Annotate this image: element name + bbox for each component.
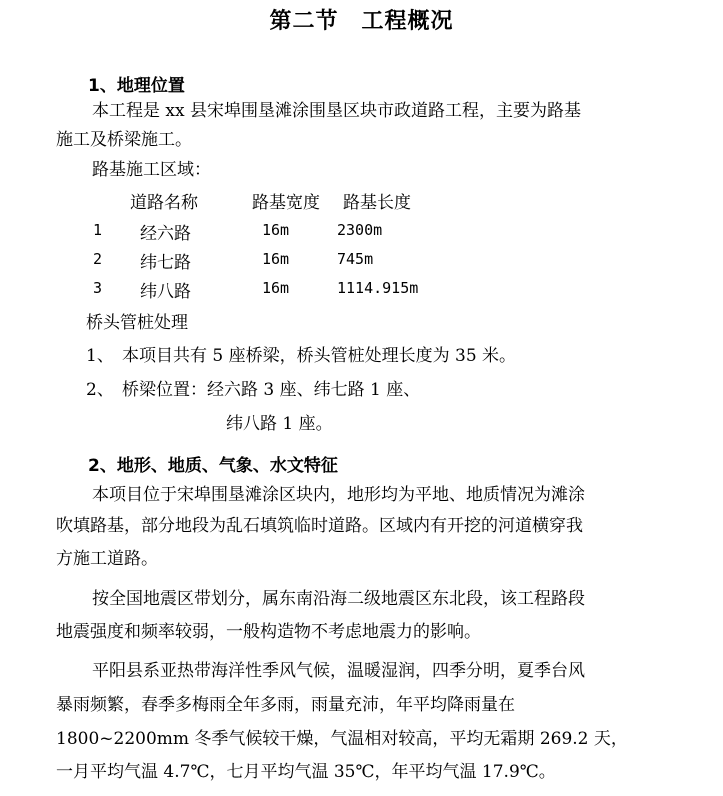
table-row-name: 纬七路 [140, 253, 191, 273]
page-title: 第二节 工程概况 [269, 9, 454, 34]
table-row-name: 经六路 [140, 224, 191, 244]
table-row-no: 1 [93, 221, 103, 239]
section2-p1-line: 方施工道路。 [56, 549, 158, 569]
pile-heading: 桥头管桩处理 [86, 313, 188, 333]
table-row-width: 16m [262, 279, 290, 297]
item-number: 1、 [86, 346, 114, 366]
table-row-length: 745m [337, 250, 374, 268]
section2-heading: 2、地形、地质、气象、水文特征 [88, 456, 338, 476]
table-row-no: 3 [93, 279, 103, 297]
section1-para-line1: 本工程是 xx 县宋埠围垦滩涂围垦区块市政道路工程，主要为路基 [92, 101, 581, 121]
section2-p2-line: 地震强度和频率较弱，一般构造物不考虑地震力的影响。 [56, 622, 481, 642]
item-text: 桥梁位置：经六路 3 座、纬七路 1 座、 [122, 380, 421, 400]
section2-p1-line: 吹填路基，部分地段为乱石填筑临时道路。区域内有开挖的河道横穿我 [56, 516, 583, 536]
item-text: 本项目共有 5 座桥梁，桥头管桩处理长度为 35 米。 [122, 346, 517, 366]
section2-p1-line: 本项目位于宋埠围垦滩涂区块内，地形均为平地、地质情况为滩涂 [92, 485, 585, 505]
section1-para-line2: 施工及桥梁施工。 [56, 130, 192, 150]
section2-p3-line: 1800~2200mm 冬季气候较干燥，气温相对较高，平均无霜期 269.2 天， [56, 729, 628, 749]
table-row-width: 16m [262, 221, 290, 239]
table-row-no: 2 [93, 250, 103, 268]
table-row-length: 2300m [337, 221, 383, 239]
table-header-width: 路基宽度 [252, 193, 320, 213]
table-row-length: 1114.915m [337, 279, 419, 297]
section2-p3-line: 一月平均气温 4.7℃，七月平均气温 35℃，年平均气温 17.9℃。 [56, 762, 556, 782]
section1-heading: 1、地理位置 [88, 76, 185, 96]
item-number: 2、 [86, 380, 114, 400]
table-row-name: 纬八路 [140, 282, 191, 302]
table-header-name: 道路名称 [130, 193, 198, 213]
section2-p2-line: 按全国地震区带划分，属东南沿海二级地震区东北段，该工程路段 [92, 589, 585, 609]
section2-p3-line: 暴雨频繁，春季多梅雨全年多雨，雨量充沛，年平均降雨量在 [56, 695, 515, 715]
table-row-width: 16m [262, 250, 290, 268]
section2-p3-line: 平阳县系亚热带海洋性季风气候，温暖湿润，四季分明，夏季台风 [92, 661, 585, 681]
area-label: 路基施工区域： [92, 160, 211, 180]
table-header-length: 路基长度 [343, 193, 411, 213]
item-text-continued: 纬八路 1 座。 [226, 414, 333, 434]
